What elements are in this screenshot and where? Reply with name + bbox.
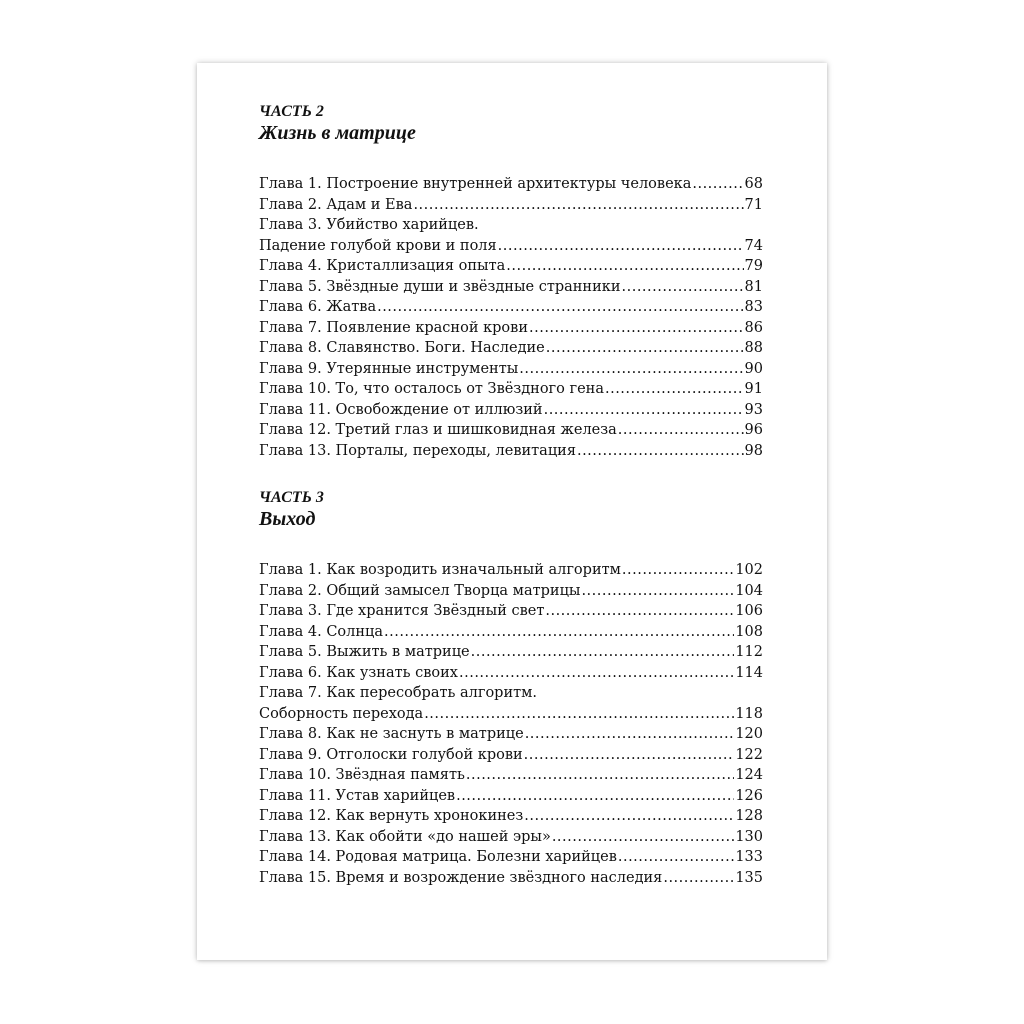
- toc-entry: [259, 560, 763, 581]
- part-2-entries: [259, 174, 763, 461]
- dot-leader: [577, 441, 744, 462]
- toc-entry: [259, 642, 763, 663]
- toc-entry-title: Соборность перехода: [259, 705, 424, 722]
- dot-leader: [663, 868, 734, 889]
- toc-entry-page: 91: [744, 381, 763, 397]
- dot-leader: [692, 174, 743, 195]
- toc-entry-page: 122: [735, 746, 763, 763]
- toc-entry-page: 135: [735, 869, 763, 886]
- toc-entry-title: Глава 8. Как не заснуть в матрице: [259, 726, 524, 742]
- dot-leader: [471, 642, 735, 663]
- toc-entry-title: Глава 2. Адам и Ева: [259, 196, 413, 213]
- toc-entry: [259, 724, 763, 745]
- toc-entry: [259, 622, 763, 643]
- dot-leader: [529, 318, 744, 339]
- toc-entry-page: 114: [735, 664, 763, 681]
- toc-entry-title: Глава 3. Убийство харийцев.: [259, 217, 479, 233]
- toc-entry: [259, 277, 763, 298]
- dot-leader: [456, 786, 734, 807]
- toc-entry: [259, 827, 763, 848]
- dot-leader: [622, 560, 734, 581]
- toc-entry: [259, 256, 763, 277]
- toc-entry: [259, 236, 763, 257]
- toc-entry: [259, 704, 763, 725]
- toc-entry-title: Глава 4. Солнца: [259, 623, 383, 640]
- dot-leader: [525, 724, 735, 745]
- dot-leader: [618, 420, 744, 441]
- dot-leader: [618, 847, 734, 868]
- part-2-title: Жизнь в матрице: [259, 122, 416, 144]
- part-2-label: ЧАСТЬ 2: [259, 103, 324, 120]
- toc-entry: [259, 601, 763, 622]
- dot-leader: [552, 827, 734, 848]
- toc-entry-page: 79: [744, 258, 763, 274]
- toc-entry-page: 102: [735, 562, 763, 578]
- toc-entry: [259, 297, 763, 318]
- dot-leader: [581, 581, 734, 602]
- toc-entry-page: 90: [744, 360, 763, 377]
- toc-entry: [259, 868, 763, 889]
- toc-entry-page: 133: [735, 849, 763, 865]
- part-3-entries: [259, 560, 763, 888]
- toc-entry-title: Глава 11. Устав харийцев: [259, 787, 456, 804]
- toc-entry: [259, 318, 763, 339]
- toc-entry-page: 126: [735, 787, 763, 804]
- toc-entry-title: Глава 5. Выжить в матрице: [259, 644, 470, 660]
- toc-entry-title: Глава 8. Славянство. Боги. Наследие: [259, 340, 545, 356]
- toc-entry: [259, 806, 763, 827]
- toc-entry: [259, 420, 763, 441]
- toc-entry: [259, 400, 763, 421]
- toc-entry: [259, 441, 763, 462]
- toc-entry-title: Глава 6. Как узнать своих: [259, 664, 458, 681]
- toc-entry-page: 128: [735, 808, 763, 824]
- dot-leader: [459, 663, 734, 684]
- toc-entry-page: 112: [735, 644, 763, 660]
- dot-leader: [519, 359, 743, 380]
- toc-entry-title: Глава 1. Как возродить изначальный алгоритм: [259, 562, 621, 578]
- toc-entry: [259, 195, 763, 216]
- part-3-title: Выход: [259, 508, 316, 530]
- toc-entry: [259, 847, 763, 868]
- toc-entry-title: Падение голубой крови и поля: [259, 237, 497, 254]
- toc-entry-title: Глава 1. Построение внутренней архитектуры человека: [259, 176, 692, 192]
- toc-entry-title: Глава 11. Освобождение от иллюзий: [259, 401, 543, 418]
- toc-entry-page: 83: [744, 299, 763, 315]
- toc-entry-title: Глава 12. Третий глаз и шишковидная железа: [259, 422, 617, 438]
- toc-entry: [259, 683, 763, 704]
- toc-entry: [259, 786, 763, 807]
- dot-leader: [524, 806, 734, 827]
- part-3-section: [259, 489, 763, 888]
- dot-leader: [545, 601, 734, 622]
- toc-entry-page: 96: [744, 422, 763, 438]
- dot-leader: [384, 622, 734, 643]
- dot-leader: [466, 765, 734, 786]
- toc-entry-page: 104: [735, 582, 763, 599]
- toc-entry-title: Глава 9. Отголоски голубой крови: [259, 746, 523, 763]
- toc-entry-title: Глава 13. Как обойти «до нашей эры»: [259, 828, 551, 845]
- part-3-label: ЧАСТЬ 3: [259, 489, 324, 506]
- dot-leader: [377, 297, 743, 318]
- toc-entry: [259, 174, 763, 195]
- dot-leader: [605, 379, 744, 400]
- toc-entry-page: 118: [735, 705, 763, 722]
- dot-leader: [498, 236, 744, 257]
- toc-entry: [259, 581, 763, 602]
- toc-entry-page: 93: [744, 401, 763, 418]
- toc-entry-title: Глава 5. Звёздные души и звёздные странники: [259, 278, 621, 295]
- toc-entry-page: 71: [744, 196, 763, 213]
- toc-entry-page: 81: [744, 278, 763, 295]
- toc-entry-page: 98: [744, 442, 763, 459]
- toc-entry: [259, 359, 763, 380]
- toc-entry-title: Глава 7. Появление красной крови: [259, 319, 528, 336]
- toc-entry-page: 130: [735, 828, 763, 845]
- toc-entry: [259, 765, 763, 786]
- toc-entry-page: 106: [735, 603, 763, 619]
- book-page: [197, 63, 827, 960]
- toc-entry: [259, 663, 763, 684]
- dot-leader: [546, 338, 744, 359]
- toc-entry-title: Глава 3. Где хранится Звёздный свет: [259, 603, 545, 619]
- dot-leader: [424, 704, 734, 725]
- toc-entry-title: Глава 9. Утерянные инструменты: [259, 360, 519, 377]
- toc-entry-page: 120: [735, 726, 763, 742]
- dot-leader: [413, 195, 743, 216]
- toc-entry-title: Глава 15. Время и возрождение звёздного наследия: [259, 869, 663, 886]
- toc-entry: [259, 745, 763, 766]
- part-2-section: [259, 103, 763, 461]
- dot-leader: [524, 745, 735, 766]
- toc-entry-page: 88: [744, 340, 763, 356]
- toc-entry-page: 108: [735, 623, 763, 640]
- toc-entry-page: 86: [744, 319, 763, 336]
- toc-entry: [259, 379, 763, 400]
- toc-entry-title: Глава 2. Общий замысел Творца матрицы: [259, 582, 581, 599]
- toc-entry-title: Глава 10. То, что осталось от Звёздного гена: [259, 381, 604, 397]
- toc-entry-title: Глава 13. Порталы, переходы, левитация: [259, 442, 576, 459]
- dot-leader: [506, 256, 743, 277]
- toc-entry-title: Глава 4. Кристаллизация опыта: [259, 258, 506, 274]
- toc-entry-title: Глава 12. Как вернуть хронокинез: [259, 808, 524, 824]
- toc-entry-title: Глава 10. Звёздная память: [259, 767, 465, 783]
- table-of-contents: [259, 103, 763, 888]
- toc-entry: [259, 338, 763, 359]
- toc-entry: [259, 215, 763, 236]
- dot-leader: [544, 400, 744, 421]
- toc-entry-title: Глава 7. Как пересобрать алгоритм.: [259, 685, 538, 701]
- toc-entry-title: Глава 6. Жатва: [259, 299, 377, 315]
- dot-leader: [622, 277, 744, 298]
- toc-entry-title: Глава 14. Родовая матрица. Болезни харийцев: [259, 849, 617, 865]
- toc-entry-page: 68: [744, 176, 763, 192]
- toc-entry-page: 74: [744, 237, 763, 254]
- toc-entry-page: 124: [735, 767, 763, 783]
